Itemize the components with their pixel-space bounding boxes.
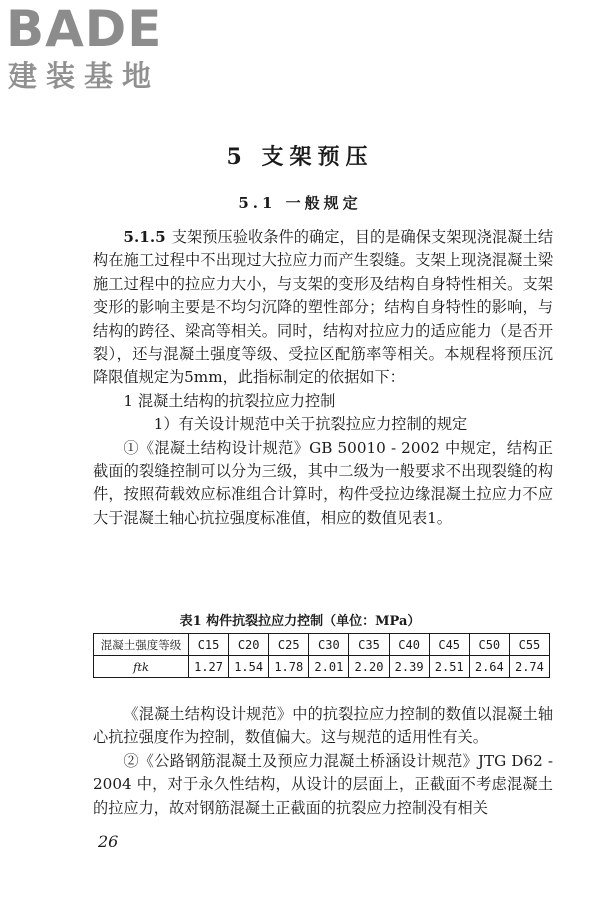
paragraph-after-table: 《混凝土结构设计规范》中的抗裂拉应力控制的数值以混凝土轴心抗拉强度作为控制，数值偏大。这与规范的适用性有关。 <box>93 705 553 747</box>
value-cell: 2.01 <box>309 656 349 678</box>
table-title: 表1 构件抗裂拉应力控制（单位：MPa） <box>179 614 421 629</box>
ftk-symbol: ftk <box>133 659 149 674</box>
grade-cell: C55 <box>509 634 549 656</box>
grade-cell: C45 <box>429 634 469 656</box>
section-title: 5.1 一般规定 <box>238 194 362 212</box>
item-1-heading: 1 混凝土结构的抗裂拉应力控制 <box>123 391 336 410</box>
grade-cell: C40 <box>389 634 429 656</box>
value-cell: 1.78 <box>269 656 309 678</box>
clause-number: 5.1.5 <box>123 228 166 246</box>
value-cell: 2.20 <box>349 656 389 678</box>
grade-cell: C20 <box>229 634 269 656</box>
value-cell: 2.74 <box>509 656 549 678</box>
table-header-label: 混凝土强度等级 <box>94 634 189 656</box>
value-cell: 1.54 <box>229 656 269 678</box>
table-value-row <box>94 656 550 678</box>
table-row-label <box>94 656 189 678</box>
grade-cell: C50 <box>469 634 509 656</box>
body-text-bottom <box>93 703 553 820</box>
logo-brand: BADE <box>6 0 163 58</box>
page-number: 26 <box>98 832 119 851</box>
table-header-row <box>94 634 550 656</box>
grade-cell: C35 <box>349 634 389 656</box>
item-1-subheading: 1）有关设计规范中关于抗裂拉应力控制的规定 <box>153 415 468 434</box>
clause-paragraph <box>93 226 553 390</box>
grade-cell: C30 <box>309 634 349 656</box>
grade-cell: C15 <box>189 634 229 656</box>
body-text-top <box>93 226 553 530</box>
paragraph-jtg-code: ②《公路钢筋混凝土及预应力混凝土桥涵设计规范》JTG D62 - 2004 中，对于永久性结构，从设计的层面上，正截面不考虑混凝土的拉应力，故对钢筋混凝土正截面的抗裂应力控制没有相关 <box>93 751 553 817</box>
value-cell: 2.51 <box>429 656 469 678</box>
logo-subtitle: 建装基地 <box>8 59 161 93</box>
clause-text: 支架预压验收条件的确定，目的是确保支架现浇混凝土结构在施工过程中不出现过大拉应力而产生裂缝。支架上现浇混凝土梁施工过程中的拉应力大小，与支架的变形及结构自身特性相关。支架变形的影响主要是不均匀沉降的塑性部分；结构自身特性的影响，与结构的跨径、梁高等相关。同时，结构对拉应力的适应能力（是否开裂），还与混凝土强度等级、受拉区配筋率等相关。本规程将预压沉降限值规定为5mm，此指标制定的依据如下： <box>93 228 553 387</box>
tensile-stress-table <box>93 633 550 678</box>
chapter-title: 5 支架预压 <box>226 144 374 170</box>
value-cell: 2.64 <box>469 656 509 678</box>
grade-cell: C25 <box>269 634 309 656</box>
value-cell: 1.27 <box>189 656 229 678</box>
value-cell: 2.39 <box>389 656 429 678</box>
paragraph-gb-code: ①《混凝土结构设计规范》GB 50010 - 2002 中规定，结构正截面的裂缝控制可以分为三级，其中二级为一般要求不出现裂缝的构件，按照荷载效应标准组合计算时，构件受拉边缘混凝土拉应力不应大于混凝土轴心抗拉强度标准值，相应的数值见表1。 <box>93 438 553 527</box>
site-logo <box>4 2 179 94</box>
